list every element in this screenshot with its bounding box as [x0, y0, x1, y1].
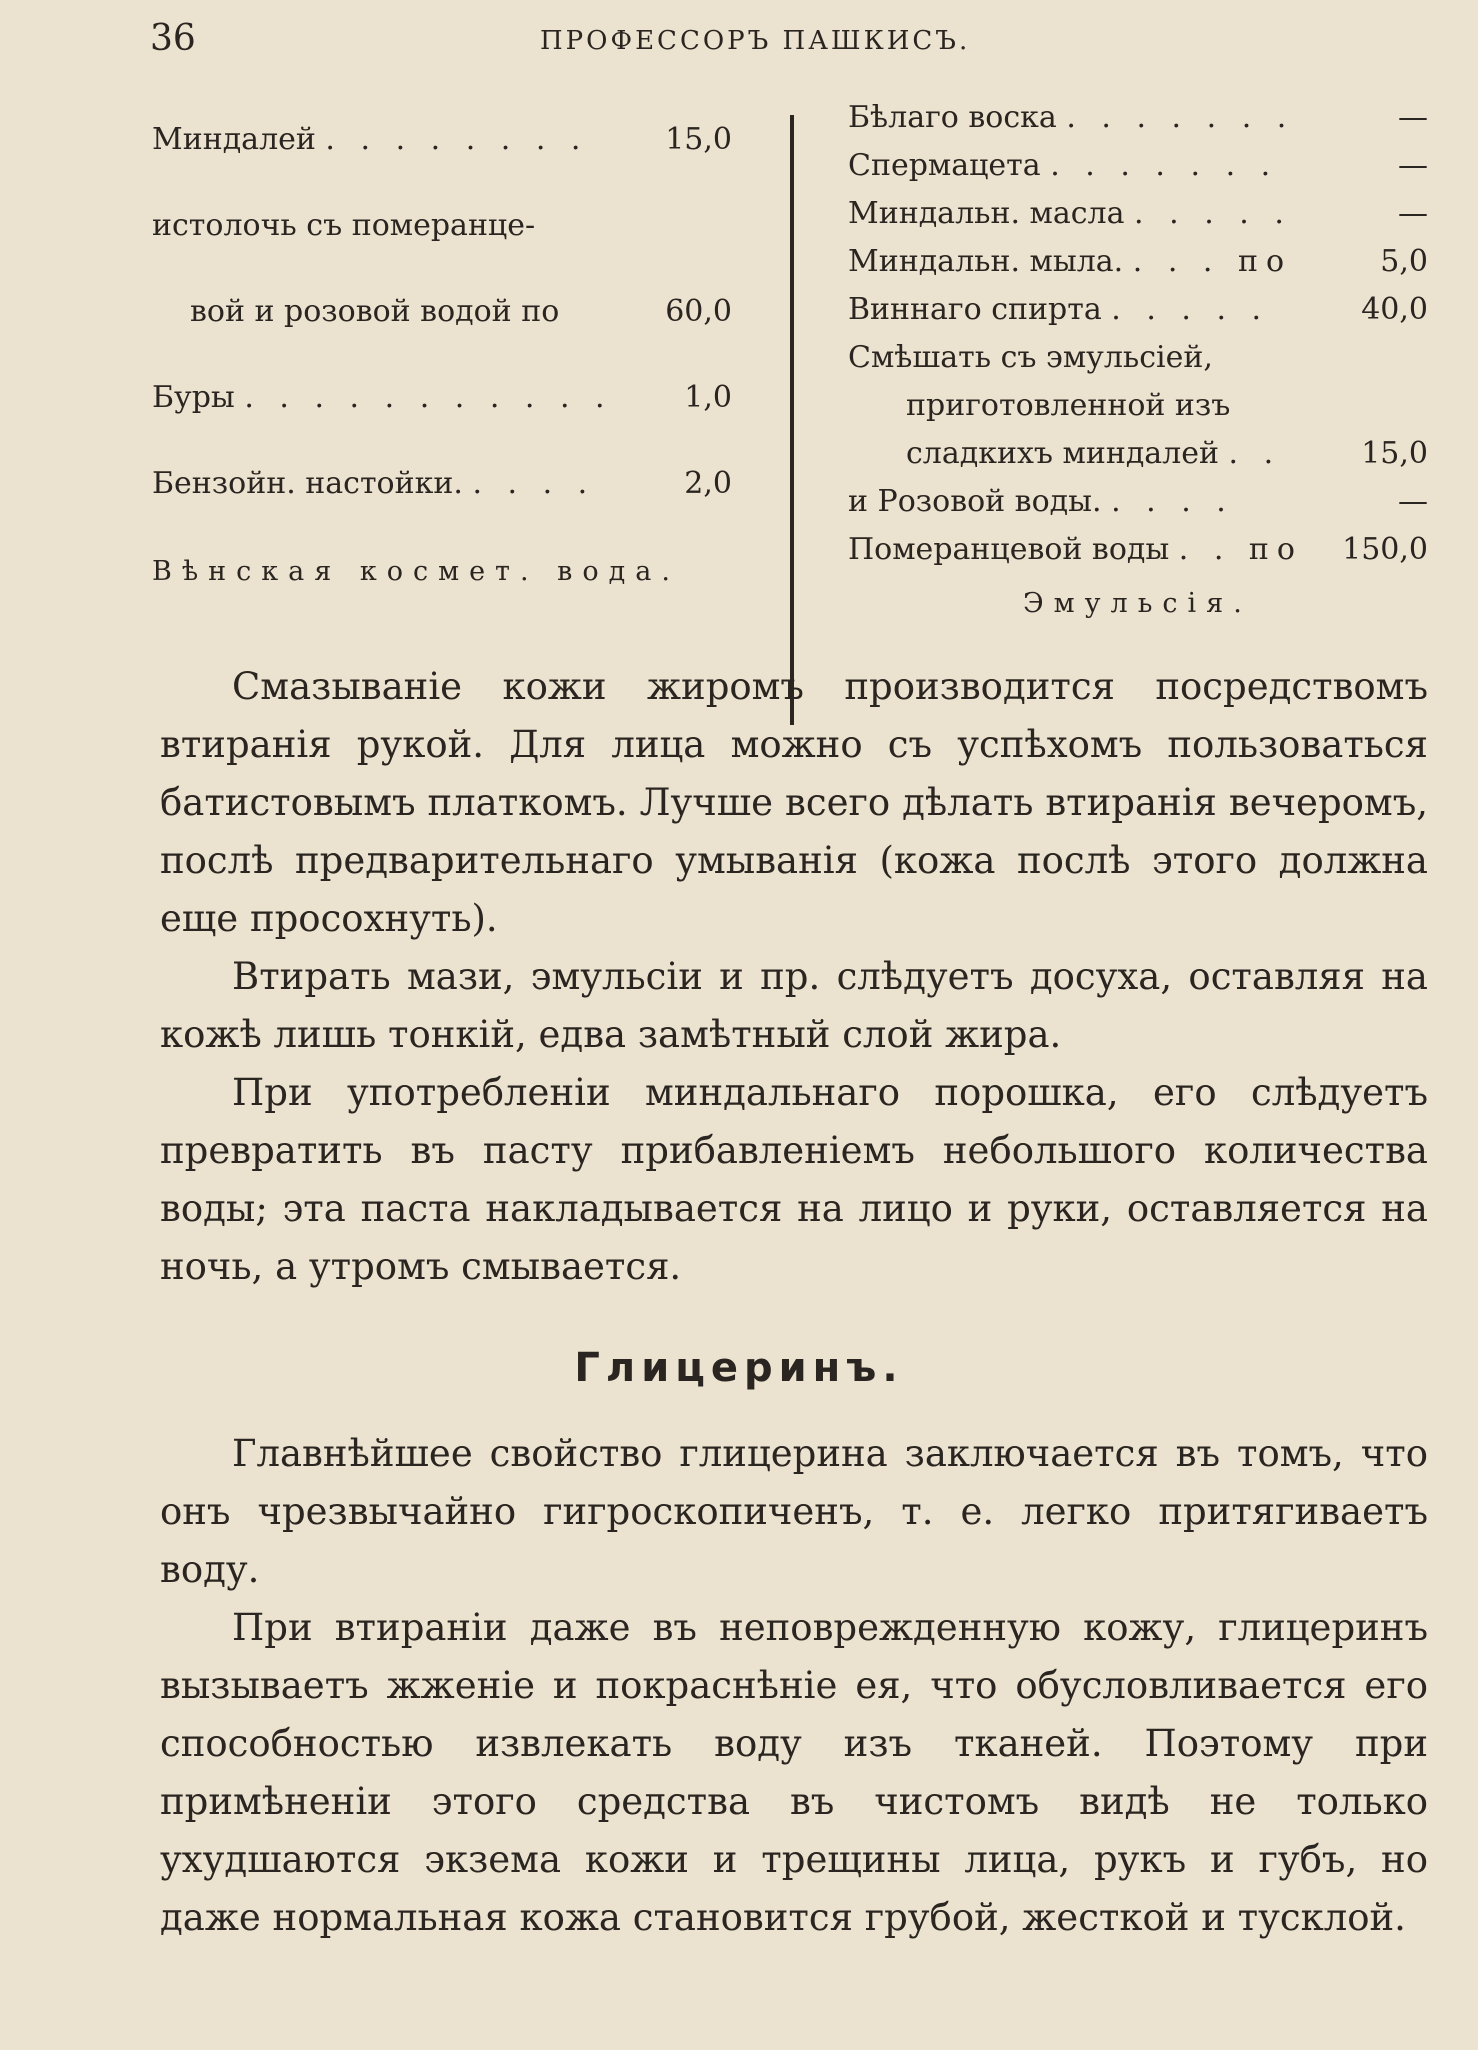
recipe-line: и Розовой воды. . . . . — — [848, 484, 1428, 519]
recipe-line: Смѣшать съ эмульсiей, — [848, 340, 1213, 375]
recipe-caption: Вѣнская космет. вода. — [152, 556, 680, 587]
recipe-line: Буры . . . . . . . . . . . 1,0 — [152, 380, 732, 415]
recipe-line: Спермацета . . . . . . . — — [848, 148, 1428, 183]
paragraph: При втиранiи даже въ неповрежденную кожу, глицеринъ вызываетъ жженiе и покраснѣнiе ея, что обусловливается его способностью извлекать воду изъ тканей. Поэтому при примѣненiи этого средства въ чистомъ видѣ не только ухудшаются экзема кожи и трещины лица, рукъ и губъ, но даже нормальная кожа становится грубой, жесткой и тусклой. — [160, 1606, 1428, 1939]
recipe-line: вой и розовой водой по 60,0 — [190, 294, 732, 329]
body-text-top — [160, 658, 1428, 1296]
running-title: ПРОФЕССОРЪ ПАШКИСЪ. — [540, 26, 971, 56]
page-number: 36 — [150, 18, 196, 59]
recipe-line: сладкихъ миндалей . . 15,0 — [906, 436, 1428, 471]
recipe-line: Миндальн. масла . . . . . — — [848, 196, 1428, 231]
recipe-line: Виннаго спирта . . . . . 40,0 — [848, 292, 1428, 327]
recipe-caption: Эмульсiя. — [1023, 588, 1252, 619]
paragraph: Смазыванiе кожи жиромъ производится посредствомъ втиранiя рукой. Для лица можно съ успѣхомъ пользоваться батистовымъ платкомъ. Лучше всего дѣлать втиранiя вечеромъ, послѣ предварительнаго умыванiя (кожа послѣ этого должна еще просохнуть). — [160, 665, 1428, 940]
paragraph: При употребленiи миндальнаго порошка, его слѣдуетъ превратить въ пасту прибавленiемъ небольшого количества воды; эта паста накладывается на лицо и руки, оставляется на ночь, а утромъ смывается. — [160, 1071, 1428, 1288]
paragraph: Втирать мази, эмульсiи и пр. слѣдуетъ досуха, оставляя на кожѣ лишь тонкiй, едва замѣтный слой жира. — [160, 955, 1428, 1056]
recipe-line: Миндалей . . . . . . . . 15,0 — [152, 122, 732, 157]
recipe-line: Померанцевой воды . . по 150,0 — [848, 532, 1428, 567]
paragraph: Главнѣйшее свойство глицерина заключается въ томъ, что онъ чрезвычайно гигроскопиченъ, т. е. легко притягиваетъ воду. — [160, 1432, 1428, 1591]
column-divider — [790, 115, 794, 725]
recipe-line: Бѣлаго воска . . . . . . . — — [848, 100, 1428, 135]
recipe-line: Бензойн. настойки. . . . . 2,0 — [152, 466, 732, 501]
recipe-line: истолочь съ померанце- — [152, 208, 536, 243]
section-heading: Глицеринъ. — [574, 1345, 904, 1391]
recipe-line: Миндальн. мыла. . . . по 5,0 — [848, 244, 1428, 279]
page-header — [0, 18, 1478, 68]
body-text-bottom — [160, 1425, 1428, 1947]
recipes-block — [0, 100, 1478, 640]
recipe-line: приготовленной изъ — [906, 388, 1231, 423]
